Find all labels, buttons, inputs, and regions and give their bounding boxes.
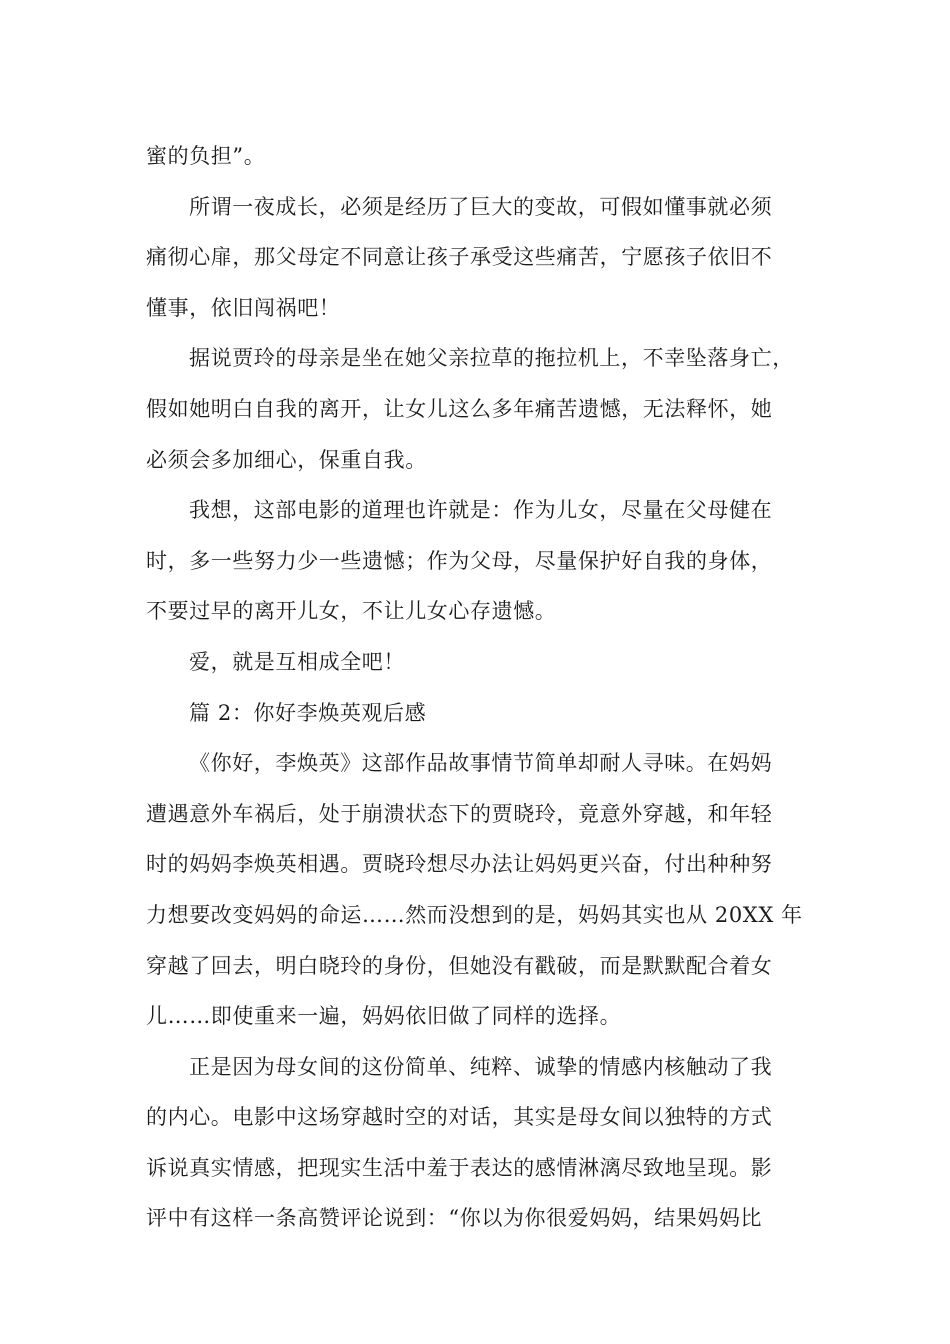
text-line: 所谓一夜成长，必须是经历了巨大的变故，可假如懂事就必须 (189, 194, 773, 219)
paragraph-3 (146, 333, 808, 485)
paragraph-4 (146, 485, 808, 637)
text-line: 必须会多加细心，保重自我。 (146, 447, 427, 472)
paragraph-1 (146, 131, 808, 182)
paragraph-2 (146, 182, 808, 334)
text-line: 正是因为母女间的这份简单、纯粹、诚挚的情感内核触动了我 (189, 1054, 773, 1079)
text-line: 蜜的负担”。 (146, 144, 266, 168)
text-line: 儿……即使重来一遍，妈妈依旧做了同样的选择。 (146, 1004, 622, 1029)
text-line: 懂事，依旧闯祸吧！ (146, 295, 341, 320)
text-line: 据说贾玲的母亲是坐在她父亲拉草的拖拉机上，不幸坠落身亡， (189, 346, 794, 371)
paragraph-8 (146, 1042, 808, 1244)
text-line: 时的妈妈李焕英相遇。贾晓玲想尽办法让妈妈更兴奋，付出种种努 (146, 852, 773, 877)
text-line: 我想，这部电影的道理也许就是：作为儿女，尽量在父母健在 (189, 498, 773, 523)
text-line: 爱，就是互相成全吧！ (189, 649, 405, 674)
text-line: 时，多一些努力少一些遗憾；作为父母，尽量保护好自我的身体， (146, 548, 773, 573)
section-title: 篇 2：你好李焕英观后感 (189, 700, 427, 725)
paragraph-7 (146, 738, 808, 1042)
section-heading (146, 688, 808, 739)
text-line: 评中有这样一条高赞评论说到：“你以为你很爱妈妈，结果妈妈比 (146, 1206, 763, 1231)
text-line: 假如她明白自我的离开，让女儿这么多年痛苦遗憾，无法释怀，她 (146, 396, 773, 421)
text-line: 诉说真实情感，把现实生活中羞于表达的感情淋漓尽致地呈现。影 (146, 1155, 773, 1180)
text-line: 遭遇意外车祸后，处于崩溃状态下的贾晓玲，竟意外穿越，和年轻 (146, 801, 773, 826)
text-line: 的内心。电影中这场穿越时空的对话，其实是母女间以独特的方式 (146, 1105, 773, 1130)
text-line: 不要过早的离开儿女，不让儿女心存遗憾。 (146, 599, 557, 624)
text-line: 力想要改变妈妈的命运……然而没想到的是，妈妈其实也从 20XX 年 (146, 902, 803, 927)
text-line: 痛彻心扉，那父母定不同意让孩子承受这些痛苦，宁愿孩子依旧不 (146, 245, 773, 270)
text-line: 《你好，李焕英》这部作品故事情节简单却耐人寻味。在妈妈 (189, 751, 773, 776)
paragraph-5 (146, 637, 808, 688)
document-body (146, 131, 808, 1244)
text-line: 穿越了回去，明白晓玲的身份，但她没有戳破，而是默默配合着女 (146, 953, 773, 978)
